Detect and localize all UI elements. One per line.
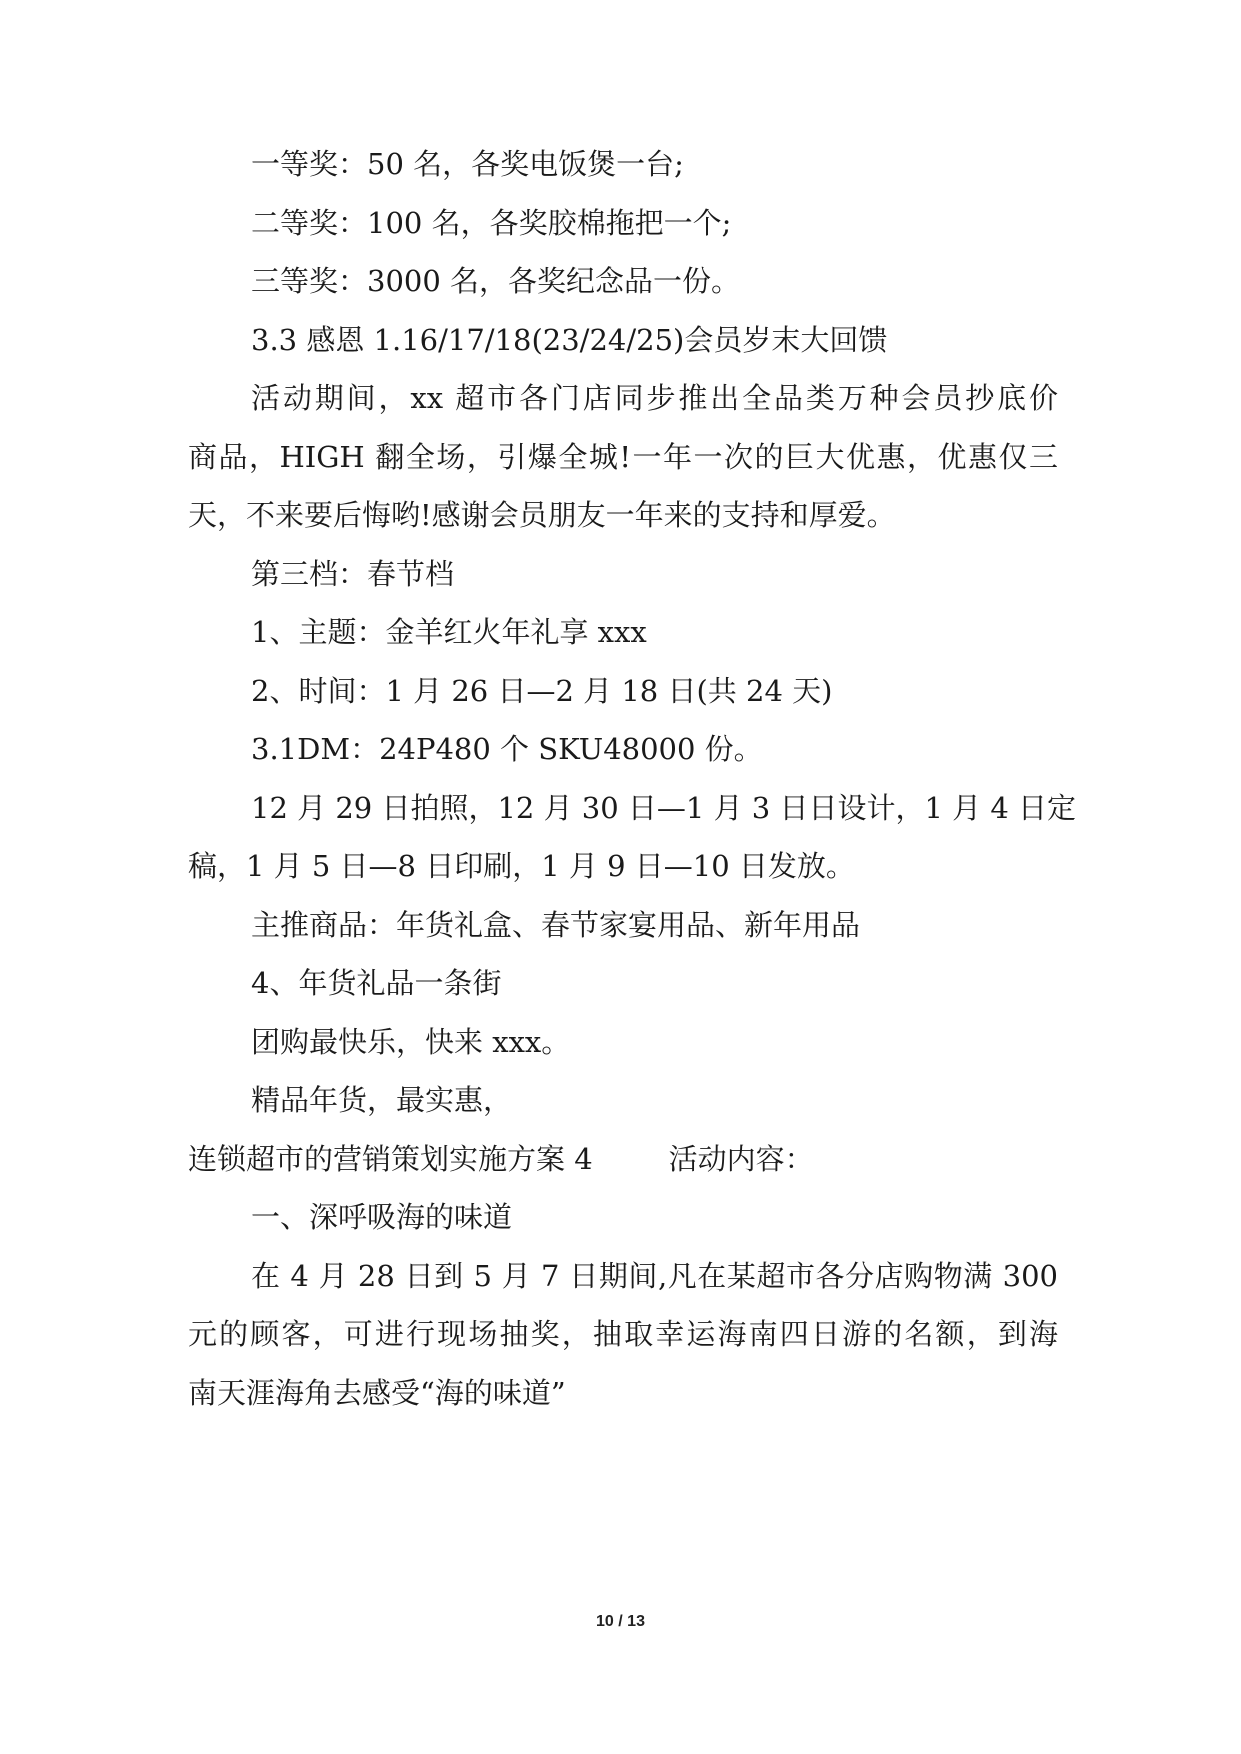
list-item-time: 2、时间：1 月 26 日—2 月 18 日(共 24 天) [251, 674, 833, 708]
page-number: 10 / 13 [596, 1613, 645, 1630]
paragraph-line: 天，不来要后悔哟!感谢会员朋友一年来的支持和厚爱。 [188, 498, 896, 532]
plan-title: 连锁超市的营销策划实施方案 4 [188, 1142, 593, 1176]
list-item-dm: 3.1DM：24P480 个 SKU48000 份。 [251, 732, 763, 766]
section-heading-spring: 第三档：春节档 [251, 557, 455, 591]
slogan-line: 精品年货，最实惠， [251, 1083, 513, 1117]
paragraph-line: 12 月 29 日拍照，12 月 30 日—1 月 3 日日设计，1 月 4 日定 [251, 791, 1077, 825]
paragraph-line: 活动期间，xx 超市各门店同步推出全品类万种会员抄底价 [251, 381, 1058, 415]
paragraph-line: 商品，HIGH 翻全场，引爆全城!一年一次的巨大优惠，优惠仅三 [188, 440, 1058, 474]
prize-second: 二等奖：100 名，各奖胶棉拖把一个; [251, 206, 732, 240]
list-item-theme: 1、主题：金羊红火年礼享 xxx [251, 615, 647, 649]
paragraph-line: 南天涯海角去感受“海的味道” [188, 1376, 566, 1410]
plan-heading-line [188, 1139, 1058, 1179]
paragraph-line: 元的顾客，可进行现场抽奖，抽取幸运海南四日游的名额，到海 [188, 1317, 1058, 1351]
slogan-line: 团购最快乐，快来 xxx。 [251, 1025, 571, 1059]
section-heading-sea: 一、深呼吸海的味道 [251, 1200, 513, 1234]
paragraph-line: 在 4 月 28 日到 5 月 7 日期间,凡在某超市各分店购物满 300 [251, 1259, 1058, 1293]
prize-third: 三等奖：3000 名，各奖纪念品一份。 [251, 264, 741, 298]
section-heading-3-3: 3.3 感恩 1.16/17/18(23/24/25)会员岁末大回馈 [251, 323, 888, 357]
list-item-gift-street: 4、年货礼品一条街 [251, 966, 502, 1000]
activity-content-label: 活动内容： [668, 1142, 814, 1176]
main-products-line: 主推商品：年货礼盒、春节家宴用品、新年用品 [251, 908, 861, 942]
paragraph-line: 稿，1 月 5 日—8 日印刷，1 月 9 日—10 日发放。 [188, 849, 855, 883]
prize-first: 一等奖：50 名，各奖电饭煲一台; [251, 147, 684, 181]
